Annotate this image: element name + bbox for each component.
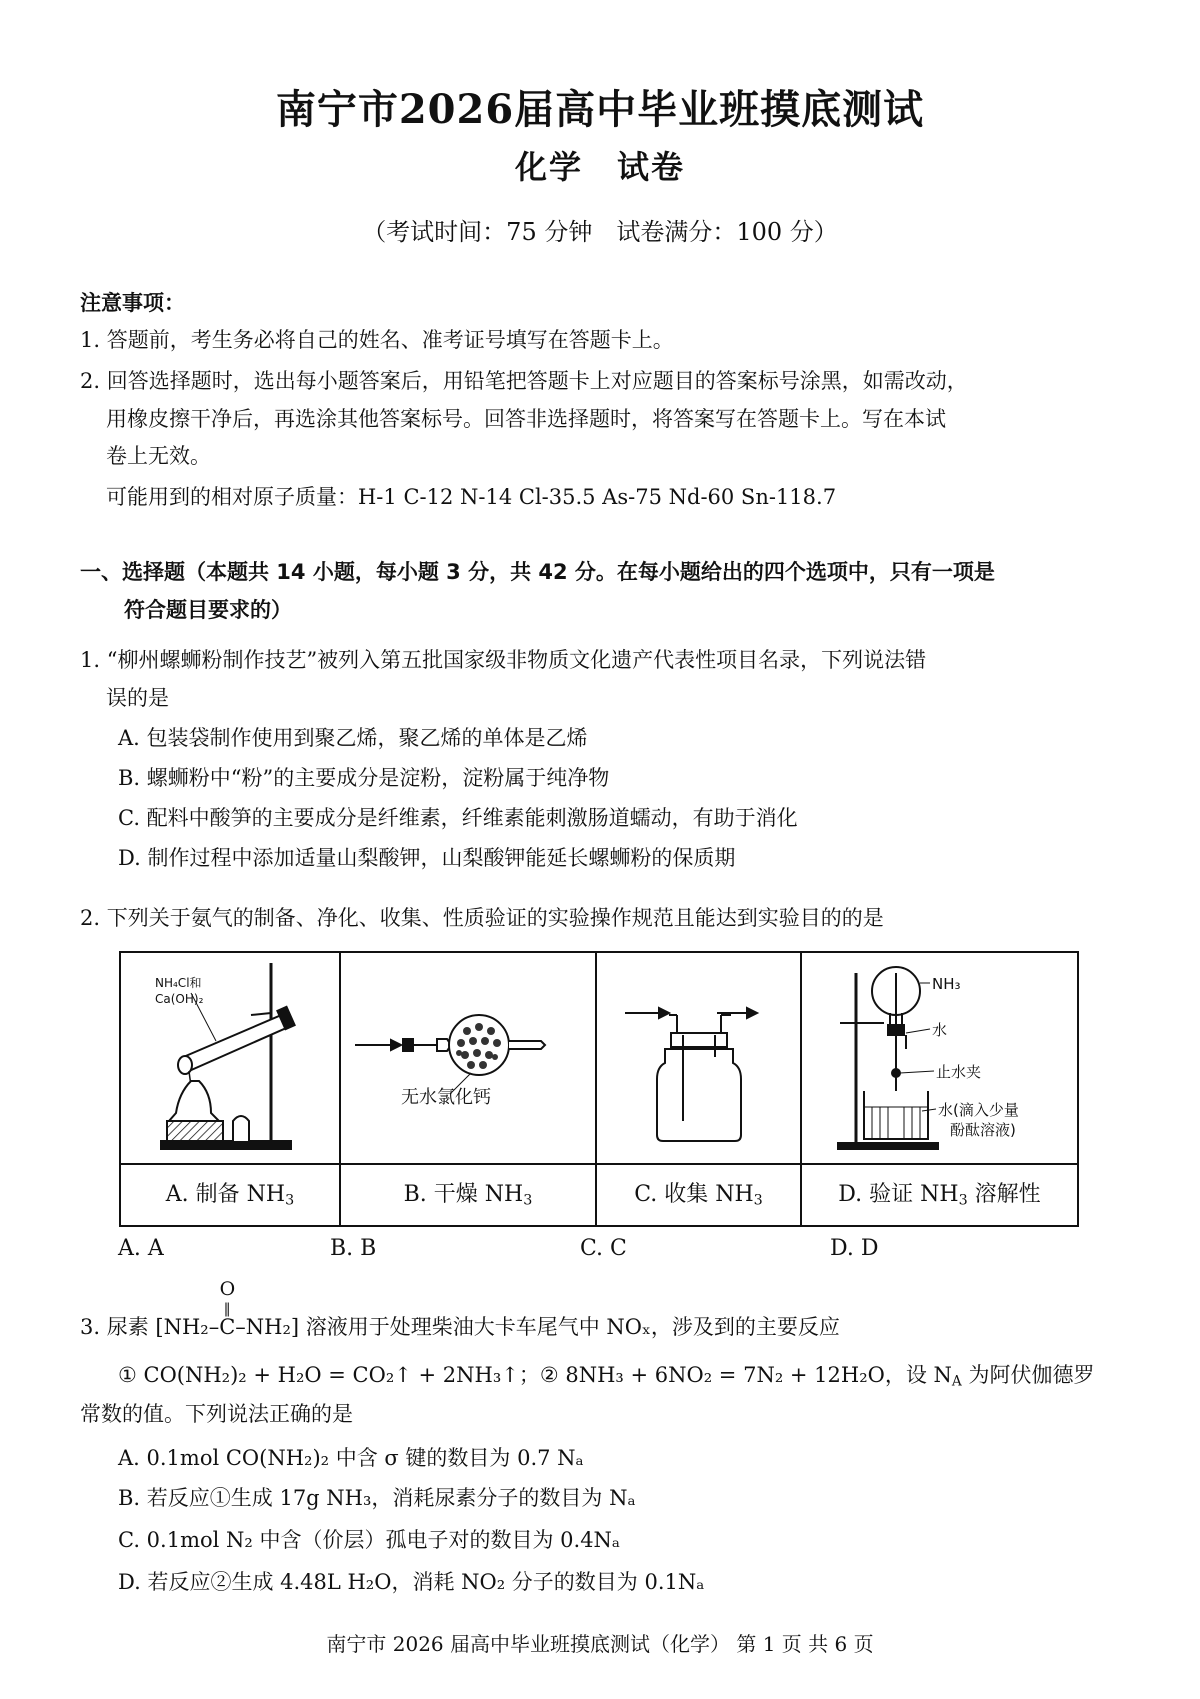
urea-structure (163, 1278, 291, 1342)
stopper (403, 1039, 413, 1051)
apparatus-c-collection (597, 953, 800, 1163)
q3-option-d: D. 若反应②生成 4.48L H₂O，消耗 NO₂ 分子的数目为 0.1Nₐ (118, 1570, 705, 1594)
q2-stem: 2. 下列关于氨气的制备、净化、收集、性质验证的实验操作规范且能达到实验目的的是 (80, 906, 884, 930)
notice-item-2-line-2: 用橡皮擦干净后，再选涂其他答案标号。回答非选择题时，将答案写在答题卡上。写在本试 (106, 407, 946, 431)
tube-bottom (178, 1056, 192, 1074)
atomic-masses: 可能用到的相对原子质量：H-1 C-12 N-14 Cl-35.5 As-75 Nd-60 Sn-118.7 (106, 485, 837, 509)
caption-b: B. 干燥 $NH_3$ (403, 1182, 533, 1209)
q2-option-d: D. D (830, 1236, 879, 1261)
apparatus-b-drying (341, 953, 595, 1163)
q1-stem-line-1: 1. “柳州螺蛳粉制作技艺”被列入第五批国家级非物质文化遗产代表性项目名录，下列说法错 (80, 648, 927, 672)
caption-d: D. 验证 $NH_3$ 溶解性 (838, 1182, 1041, 1209)
water-label: 水 (932, 1021, 948, 1039)
notice-heading: 注意事项： (80, 291, 185, 315)
gas-bottle (657, 1049, 741, 1141)
bottle-stopper (671, 1033, 727, 1047)
q1-option-a: A. 包装袋制作使用到聚乙烯，聚乙烯的单体是乙烯 (118, 726, 588, 750)
nh3-label: NH₃ (932, 975, 961, 993)
q3-option-c: C. 0.1mol N₂ 中含（价层）孤电子对的数目为 0.4Nₐ (118, 1528, 621, 1552)
reagent-label-line-1: NH₄Cl和 (155, 976, 202, 990)
label-pointer (906, 1029, 930, 1033)
exam-subtitle (0, 142, 1200, 188)
notice-item-2-line-3: 卷上无效。 (106, 444, 211, 468)
q3-reactions: ① CO(NH₂)₂ + H₂O = CO₂↑ + 2NH₃↑；② 8NH₃ + 6NO₂ = 7N₂ + 12H₂O，设 $N_A$ 为阿伏伽德罗 (118, 1363, 1095, 1390)
arrow-head (391, 1040, 401, 1050)
test-tube (181, 1013, 293, 1071)
q2-option-b: B. B (330, 1236, 377, 1261)
apparatus-table (119, 951, 1079, 1227)
section-1-heading-line-1: 一、选择题（本题共 14 小题，每小题 3 分，共 42 分。在每小题给出的四个选项中，只有一项是 (80, 560, 995, 584)
alcohol-lamp (169, 1081, 219, 1121)
reagent-pointer (191, 993, 216, 1041)
q3-option-b: B. 若反应①生成 17g NH₃，消耗尿素分子的数目为 Nₐ (118, 1486, 636, 1510)
outlet-tube (509, 1041, 545, 1049)
q3-stem-line-1: 3. 尿素 [ O ‖ NH₂–C–NH₂] 溶液用于处理柴油大卡车尾气中 NOₓ，涉及到的主要反应 (80, 1312, 840, 1342)
arrow-head (659, 1008, 669, 1018)
caption-a: A. 制备 $NH_3$ (165, 1182, 295, 1209)
clamp-knob (892, 1069, 900, 1077)
reagent-label-line-2: Ca(OH)₂ (155, 992, 204, 1006)
exam-title: 南宁市2026届高中毕业班摸底测试 (275, 86, 925, 133)
paper-label: 试卷 (617, 148, 686, 186)
caption-c: C. 收集 $NH_3$ (634, 1182, 763, 1209)
subject-label: 化学 (514, 148, 583, 186)
q1-option-d: D. 制作过程中添加适量山梨酸钾，山梨酸钾能延长螺蛳粉的保质期 (118, 846, 736, 870)
clamp-label: 止水夹 (936, 1063, 982, 1081)
beaker-label-line-2: 酚酞溶液) (950, 1121, 1016, 1139)
collection-tube (233, 1116, 249, 1141)
q2-option-c: C. C (580, 1236, 627, 1261)
drying-agent-label: 无水氯化钙 (401, 1087, 491, 1108)
arrow-head (747, 1008, 757, 1018)
urea-double-bond: ‖ (223, 1301, 230, 1317)
notice-item-2-line-1: 2. 回答选择题时，选出每小题答案后，用铅笔把答题卡上对应题目的答案标号涂黑，如需改动， (80, 369, 968, 393)
apparatus-d-fountain (802, 953, 1077, 1163)
notice-item-1: 1. 答题前，考生务必将自己的姓名、准考证号填写在答题卡上。 (80, 328, 674, 352)
q1-option-c: C. 配料中酸笋的主要成分是纤维素，纤维素能刺激肠道蠕动，有助于消化 (118, 806, 798, 830)
q3-stem-line-3: 常数的值。下列说法正确的是 (80, 1402, 353, 1426)
q1-option-b: B. 螺蛳粉中“粉”的主要成分是淀粉，淀粉属于纯净物 (118, 766, 610, 790)
q3-option-a: A. 0.1mol CO(NH₂)₂ 中含 σ 键的数目为 0.7 Nₐ (118, 1446, 584, 1470)
label-pointer (900, 1071, 934, 1073)
beaker-label-line-1: 水(滴入少量 (938, 1101, 1019, 1119)
clamp-arm (251, 1013, 271, 1015)
page-footer: 南宁市 2026 届高中毕业班摸底测试（化学） 第 1 页 共 6 页 (326, 1632, 874, 1656)
lamp-base-block (167, 1121, 223, 1141)
beaker (864, 1091, 928, 1139)
section-1-heading-line-2: 符合题目要求的） (124, 598, 292, 622)
stand-base (161, 1141, 291, 1149)
urea-formula: NH₂–C–NH₂ (163, 1315, 291, 1339)
q2-option-a: A. A (118, 1236, 164, 1261)
stand-base (838, 1143, 938, 1149)
q1-stem-line-2: 误的是 (106, 686, 169, 710)
urea-oxygen: O (219, 1278, 236, 1300)
exam-info: （考试时间：75 分钟 试卷满分：100 分） (362, 218, 838, 246)
apparatus-a-preparation (121, 953, 339, 1163)
